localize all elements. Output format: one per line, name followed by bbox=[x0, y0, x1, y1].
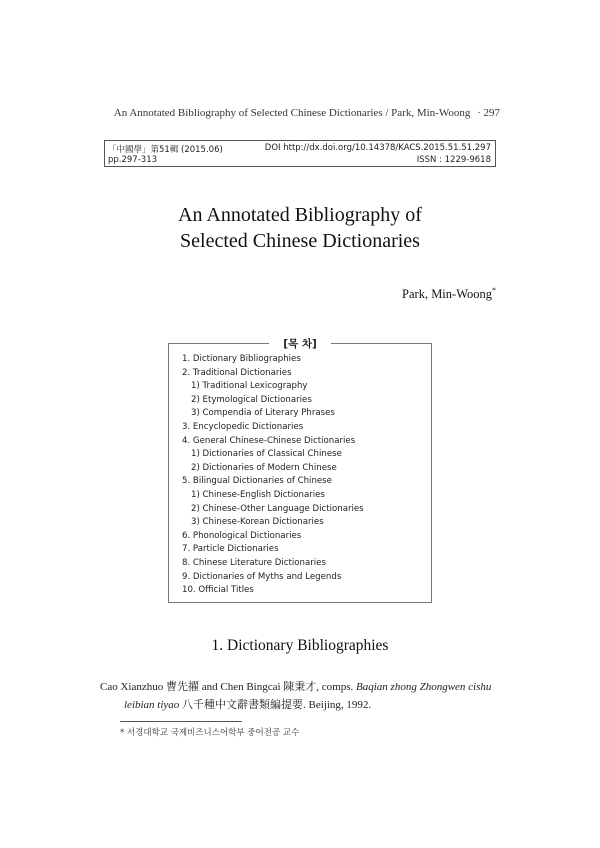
toc-item: 3) Chinese-Korean Dictionaries bbox=[191, 517, 324, 528]
toc-item: 2) Dictionaries of Modern Chinese bbox=[191, 462, 337, 473]
toc-list bbox=[182, 353, 364, 598]
toc-item: 5. Bilingual Dictionaries of Chinese bbox=[182, 476, 332, 487]
author bbox=[402, 286, 496, 302]
toc-item: 3) Compendia of Literary Phrases bbox=[191, 408, 335, 419]
toc-item: 2. Traditional Dictionaries bbox=[182, 367, 292, 378]
toc-item: 1) Traditional Lexicography bbox=[191, 381, 308, 392]
article-title bbox=[0, 202, 600, 254]
journal-info-box bbox=[104, 140, 496, 167]
journal-name: 「中國學」第51輯 (2015.06) bbox=[108, 145, 223, 155]
toc-item: 8. Chinese Literature Dictionaries bbox=[182, 557, 326, 568]
reference-entry bbox=[100, 678, 500, 714]
footnote-rule bbox=[120, 721, 242, 722]
author-name: Park, Min-Woong bbox=[402, 287, 492, 302]
toc-item: 4. General Chinese-Chinese Dictionaries bbox=[182, 435, 356, 446]
page-range: pp.297-313 bbox=[108, 155, 158, 165]
toc-item: 6. Phonological Dictionaries bbox=[182, 530, 302, 541]
toc-item: 3. Encyclopedic Dictionaries bbox=[182, 421, 304, 432]
toc-item: 9. Dictionaries of Myths and Legends bbox=[182, 571, 342, 582]
reference-title-1: Baqian zhong Zhongwen cishu bbox=[356, 681, 492, 693]
running-head bbox=[114, 107, 500, 119]
reference-title-2: leibian tiyao bbox=[124, 699, 180, 711]
section-title: 1. Dictionary Bibliographies bbox=[211, 637, 389, 654]
toc-item: 10. Official Titles bbox=[182, 585, 254, 596]
doi: DOI http://dx.doi.org/10.14378/KACS.2015.51.51.297 bbox=[264, 143, 491, 153]
toc-item: 2) Chinese-Other Language Dictionaries bbox=[191, 503, 364, 514]
page-number: · 297 bbox=[477, 107, 500, 119]
toc-item: 7. Particle Dictionaries bbox=[182, 544, 279, 555]
toc-heading-text: [목 차] bbox=[269, 338, 331, 350]
title-line-1: An Annotated Bibliography of bbox=[178, 204, 422, 226]
toc-item: 2) Etymological Dictionaries bbox=[191, 394, 312, 405]
reference-publication: 八千種中文辭書類編提要. Beijing, 1992. bbox=[179, 699, 372, 711]
running-title: An Annotated Bibliography of Selected Chinese Dictionaries / Park, Min-Woong bbox=[113, 107, 471, 119]
toc-heading bbox=[0, 336, 600, 351]
issn: ISSN : 1229-9618 bbox=[416, 155, 491, 165]
toc-item: 1) Dictionaries of Classical Chinese bbox=[191, 449, 342, 460]
title-line-2: Selected Chinese Dictionaries bbox=[180, 230, 420, 252]
author-footnote-mark: * bbox=[492, 286, 496, 295]
reference-authors: Cao Xianzhuo 曹先擢 and Chen Bingcai 陳秉才, comps. bbox=[100, 681, 357, 693]
toc-item: 1. Dictionary Bibliographies bbox=[182, 354, 301, 364]
toc-item: 1) Chinese-English Dictionaries bbox=[191, 489, 325, 500]
footnote: * 서경대학교 국제비즈니스어학부 중어전공 교수 bbox=[120, 728, 300, 738]
